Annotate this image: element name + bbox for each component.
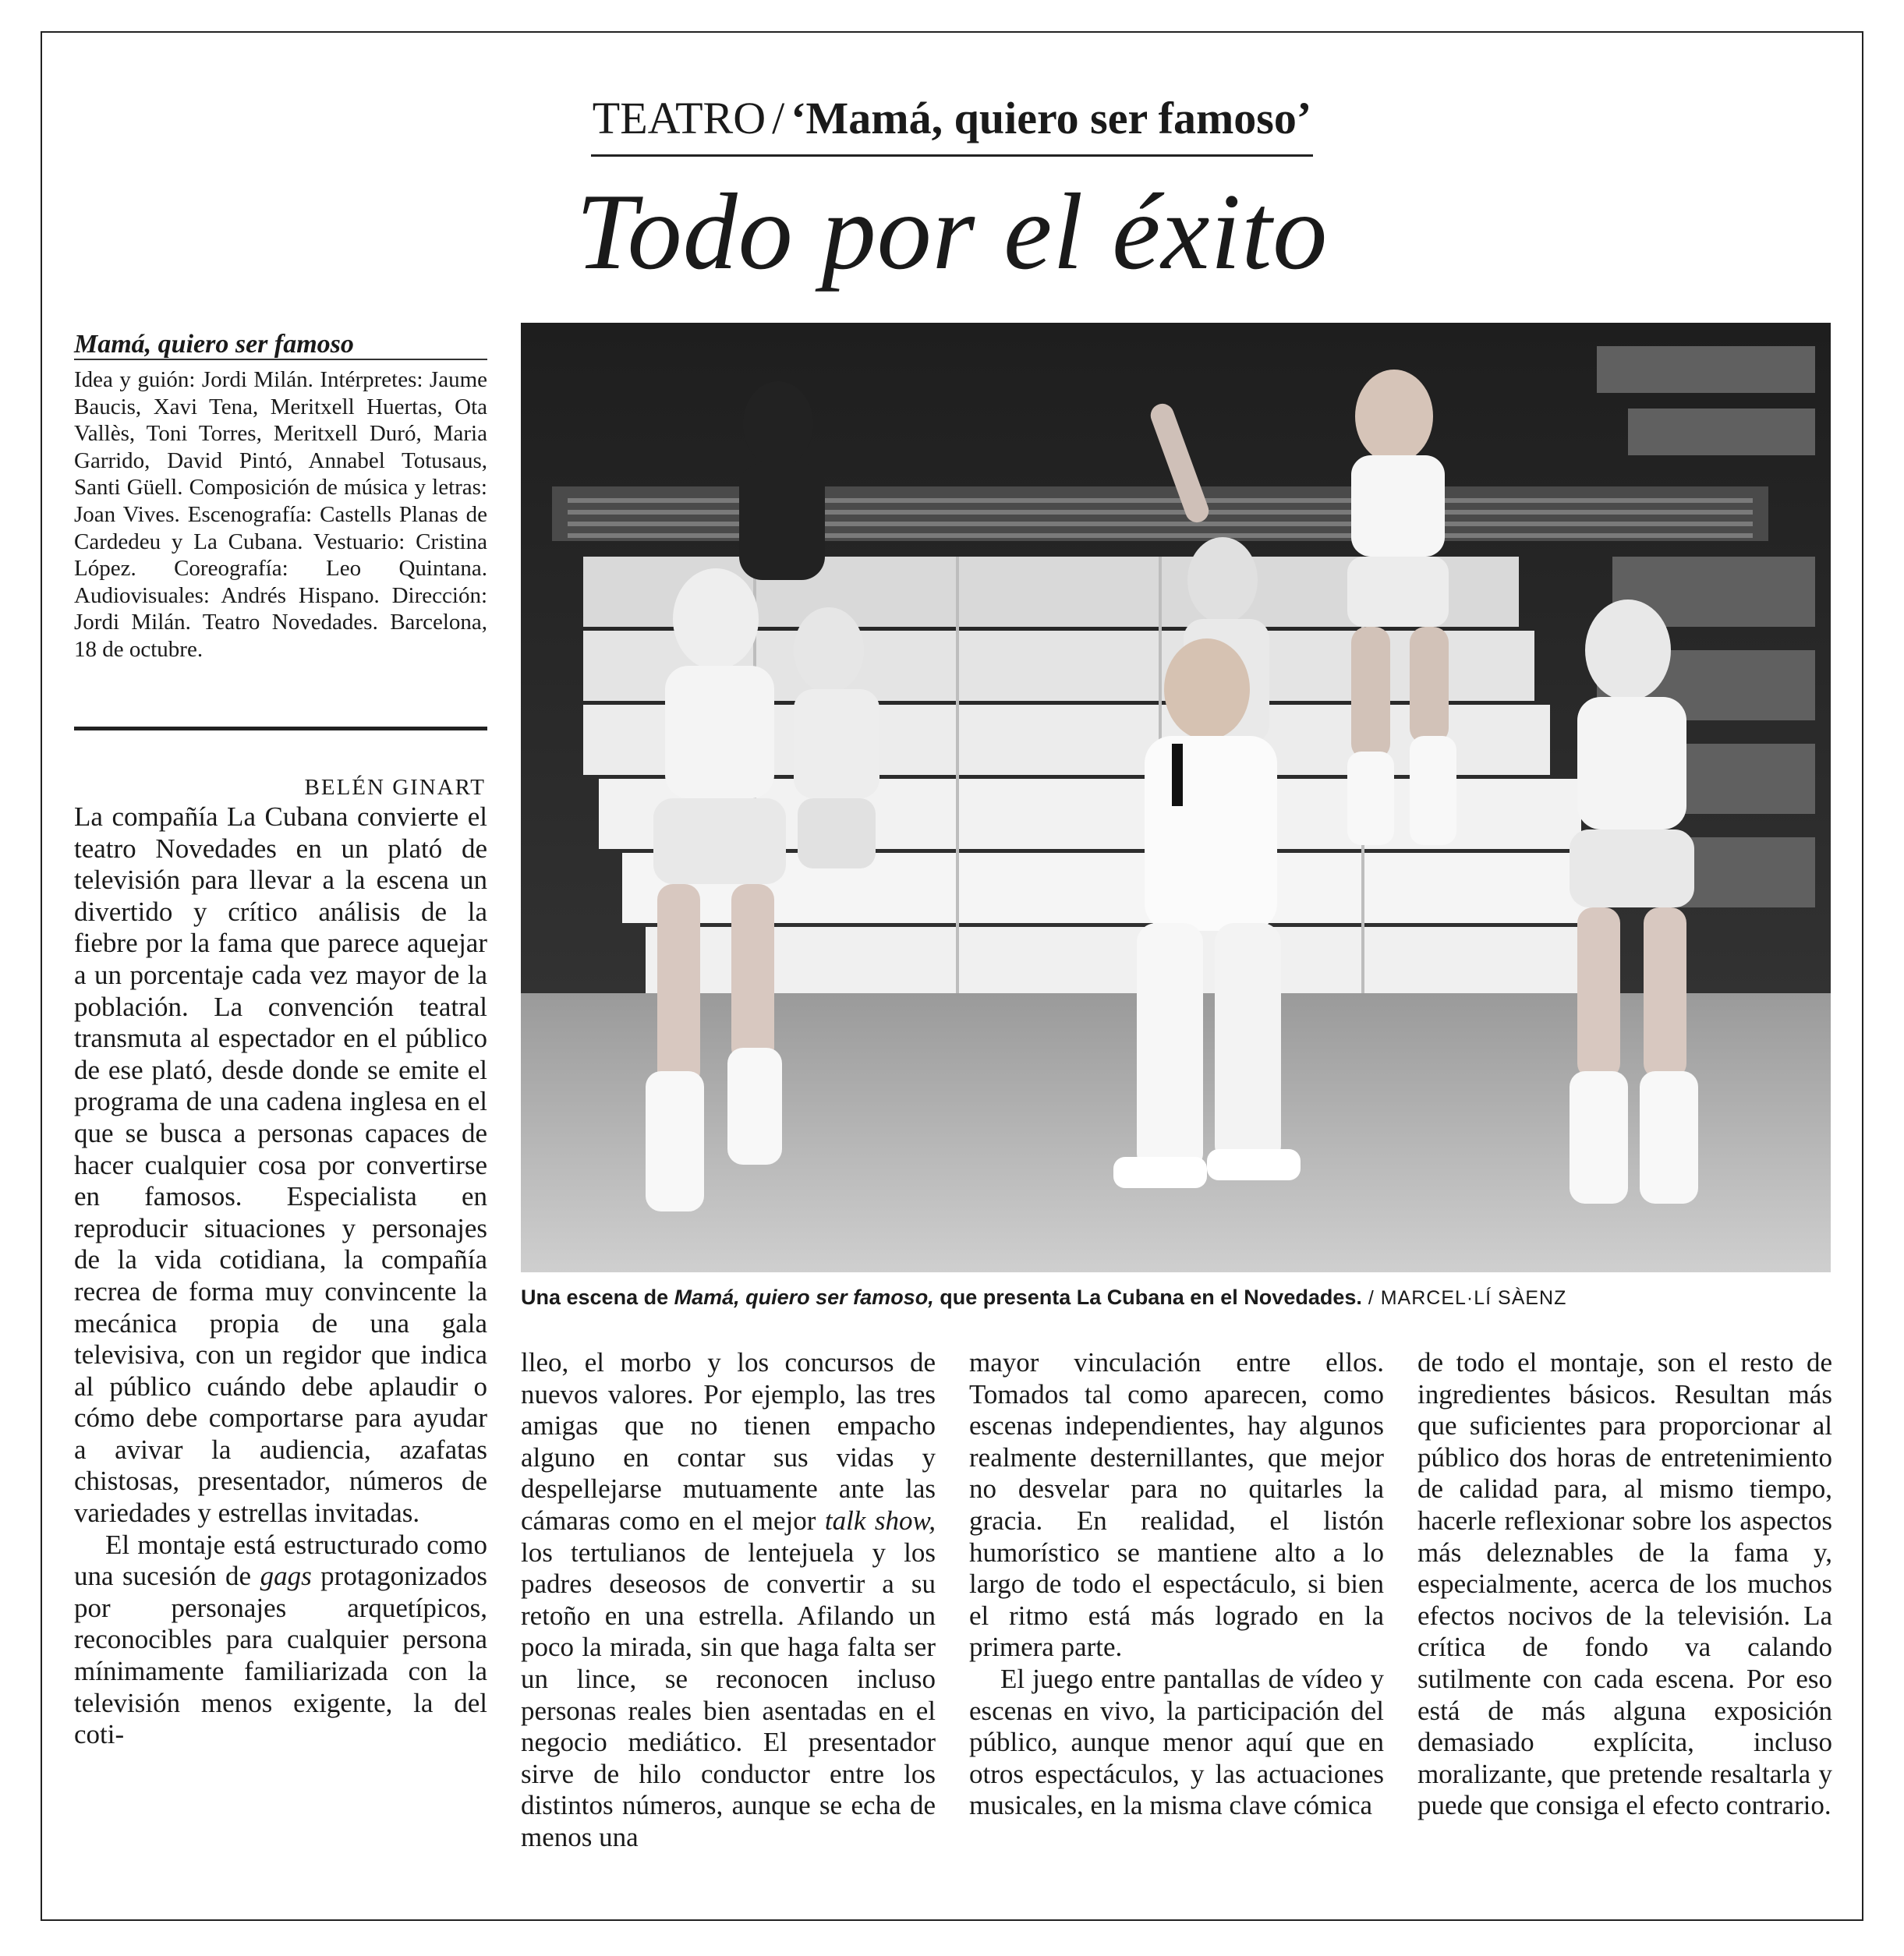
article-text: lleo, el morbo y los concursos de nuevos valores. Por ejemplo, las tres amigas que no tienen empacho alguno en contar sus vidas y despellejarse mutuamente ante las cámaras como en el mejor xyxy=(521,1347,936,1536)
article-paragraph: La compañía La Cubana convierte el teatro Novedades en un plató de televisión para llevar a la escena un divertido y crítico análisis de la fiebre por la fama que parece aquejar a un porcentaje cada vez mayor de la población. La convención teatral transmuta al espectador en el público de ese plató, desde donde se emite el programa de una cadena inglesa en el que se busca a personas capaces de hacer cualquier cosa por convertirse en famosos. Especialista en reproducir situaciones y personajes de la vida cotidiana, la compañía recrea de forma muy convincente la mecánica propia de una gala televisiva, con un regidor que indica al público cuándo debe aplaudir o cómo debe comportarse para ayudar a avivar la audiencia, azafatas chistosas, presentador, números de variedades y estrellas invitadas. xyxy=(74,801,487,1529)
photo-credit: / MARCEL·LÍ SÀENZ xyxy=(1361,1287,1567,1309)
article-text: El montaje está estructurado como una sucesión de xyxy=(74,1529,487,1592)
article-column-1 xyxy=(74,801,487,1751)
article-paragraph: El juego entre pantallas de vídeo y escenas en vivo, la participación del público, aunque menor aquí que en otros espectáculos, y las actuaciones musicales, en la misma clave cómica xyxy=(969,1663,1384,1821)
article-italic-talk-show: talk show, xyxy=(824,1505,936,1536)
article-column-2 xyxy=(521,1347,936,1854)
credits-title: Mamá, quiero ser famoso xyxy=(74,330,354,359)
article-column-4 xyxy=(1417,1347,1832,1822)
caption-italic-title: Mamá, quiero ser famoso, xyxy=(674,1286,934,1309)
stage-photo xyxy=(521,323,1831,1272)
article-paragraph: mayor vinculación entre ellos. Tomados tal como aparecen, como escenas independientes, hay algunos realmente desternillantes, que mejor no desvelar para no quitarles la gracia. En realidad, el listón humorístico se mantiene alto a lo largo de todo el espectáculo, si bien el ritmo está más logrado en la primera parte. xyxy=(969,1347,1384,1663)
article-text: protagonizados por personajes arquetípicos, reconocibles para cualquier persona mínimamente familiarizada con la televisión menos exigente, la del coti- xyxy=(74,1561,487,1750)
caption-text: Una escena de xyxy=(521,1286,674,1309)
kicker-separator: / xyxy=(772,93,785,143)
article-text: los tertulianos de lentejuela y los padres deseosos de convertir a su retoño en una estrella. Afilando un poco la mirada, sin que haga falta ser un lince, se reconocen incluso personas reales bien asentadas en el negocio mediático. El presentador sirve de hilo conductor entre los distintos números, aunque se echa de menos una xyxy=(521,1537,936,1852)
article-paragraph xyxy=(74,1530,487,1751)
credits-body: Idea y guión: Jordi Milán. Intérpretes: Jaume Baucis, Xavi Tena, Meritxell Huertas, Ota Vallès, Toni Torres, Meritxell Duró, Maria Garrido, David Pintó, Annabel Totusaus, Santi Güell. Composición de música y letras: Joan Vives. Escenografía: Castells Planas de Cardedeu y La Cubana. Vestuario: Cristina López. Coreografía: Leo Quintana. Audiovisuales: Andrés Hispano. Dirección: Jordi Milán. Teatro Novedades. Barcelona, 18 de octubre. xyxy=(74,367,487,662)
article-paragraph xyxy=(521,1347,936,1854)
byline: BELÉN GINART xyxy=(304,775,486,800)
stage-photo-illustration xyxy=(521,323,1831,1272)
photo-caption xyxy=(521,1282,1831,1314)
kicker-play-title: ‘Mamá, quiero ser famoso’ xyxy=(791,93,1312,143)
caption-text: que presenta La Cubana en el Novedades. xyxy=(933,1286,1362,1309)
article-paragraph: de todo el montaje, son el resto de ingredientes básicos. Resultan más que suficientes para proporcionar al público dos horas de entretenimiento de calidad para, al mismo tiempo, hacerle reflexionar sobre los aspectos más deleznables de la fama y, especialmente, acerca de los muchos efectos nocivos de la televisión. La crítica de fondo va calando sutilmente con cada escena. Por eso está de más alguna exposición demasiado explícita, incluso moralizante, que pretende resaltarla y puede que consiga el efecto contrario. xyxy=(1417,1347,1832,1821)
section-kicker xyxy=(0,87,1904,157)
credits-rule-top xyxy=(74,359,487,360)
credits-rule-bottom xyxy=(74,727,487,730)
article-column-3 xyxy=(969,1347,1384,1822)
kicker-section: TEATRO xyxy=(592,93,766,143)
kicker-underline xyxy=(591,87,1313,157)
article-italic-gags: gags xyxy=(260,1561,312,1592)
headline: Todo por el éxito xyxy=(575,172,1329,292)
